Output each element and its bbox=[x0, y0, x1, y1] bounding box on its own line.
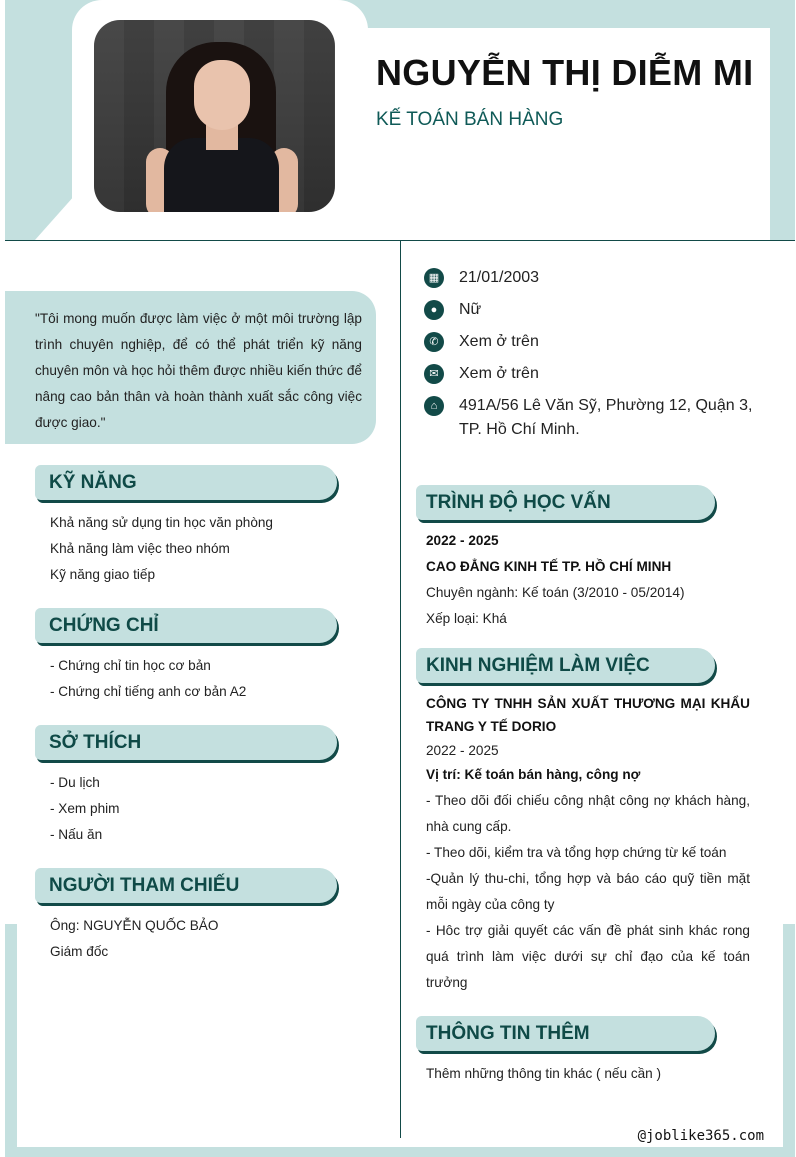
bottom-decor-strip bbox=[5, 1147, 795, 1157]
references-heading bbox=[35, 868, 337, 903]
job-title: KẾ TOÁN BÁN HÀNG bbox=[376, 109, 564, 130]
career-objective bbox=[5, 291, 376, 444]
additional-details bbox=[426, 1061, 750, 1087]
certificates-title: CHỨNG CHỈ bbox=[49, 615, 159, 636]
address-text: 491A/56 Lê Văn Sỹ, Phường 12, Quận 3, TP. Hồ Chí Minh. bbox=[459, 397, 753, 438]
experience-heading bbox=[416, 648, 715, 683]
list-item: Khả năng sử dụng tin học văn phòng bbox=[50, 515, 273, 530]
education-details bbox=[426, 528, 750, 632]
user-icon: ● bbox=[424, 300, 444, 320]
photo-frame-corner bbox=[35, 195, 75, 240]
list-item: Giám đốc bbox=[50, 944, 109, 959]
education-major: Chuyên ngành: Kế toán (3/2010 - 05/2014) bbox=[426, 585, 685, 600]
list-item: - Theo dõi, kiểm tra và tổng hợp chứng từ kế toán bbox=[426, 845, 727, 860]
references-list bbox=[50, 913, 218, 965]
education-school: CAO ĐẲNG KINH TẾ TP. HỒ CHÍ MINH bbox=[426, 559, 672, 574]
bottom-left-decor-strip bbox=[5, 924, 17, 1157]
education-heading bbox=[416, 485, 715, 520]
certificates-list bbox=[50, 653, 246, 705]
list-item: Khả năng làm việc theo nhóm bbox=[50, 541, 230, 556]
watermark: @joblike365.com bbox=[637, 1128, 764, 1144]
bottom-right-decor-strip bbox=[783, 924, 795, 1157]
calendar-icon: ▦ bbox=[424, 268, 444, 288]
list-item: - Xem phim bbox=[50, 801, 120, 816]
email-icon: ✉ bbox=[424, 364, 444, 384]
skills-title: KỸ NĂNG bbox=[49, 472, 137, 493]
email-text: Xem ở trên bbox=[459, 365, 539, 382]
hobbies-heading bbox=[35, 725, 337, 760]
references-title: NGƯỜI THAM CHIẾU bbox=[49, 875, 240, 896]
column-divider bbox=[400, 240, 401, 1138]
experience-period: 2022 - 2025 bbox=[426, 743, 499, 758]
home-icon: ⌂ bbox=[424, 396, 444, 416]
list-item: Ông: NGUYỄN QUỐC BẢO bbox=[50, 918, 219, 933]
phone-icon: ✆ bbox=[424, 332, 444, 352]
education-period: 2022 - 2025 bbox=[426, 533, 499, 548]
list-item: -Quản lý thu-chi, tổng hợp và báo cáo quỹ tiền mặt mỗi ngày của công ty bbox=[426, 871, 750, 912]
list-item: - Hôc trợ giải quyết các vấn đề phát sinh khác rong quá trình làm việc dưới sự chỉ đạo của kế toán trưởng bbox=[426, 923, 750, 990]
certificates-heading bbox=[35, 608, 337, 643]
education-grade: Xếp loại: Khá bbox=[426, 611, 507, 626]
additional-heading bbox=[416, 1016, 715, 1051]
list-item: - Chứng chỉ tiếng anh cơ bản A2 bbox=[50, 684, 247, 699]
gender-text: Nữ bbox=[459, 301, 482, 318]
additional-text: Thêm những thông tin khác ( nếu cần ) bbox=[426, 1066, 662, 1081]
hobbies-title: SỞ THÍCH bbox=[49, 732, 142, 753]
profile-photo bbox=[94, 20, 335, 212]
objective-text: "Tôi mong muốn được làm việc ở một môi trường lập trình chuyên nghiệp, để có thể phát triển kỹ năng chuyên môn và học hỏi thêm được nhiều kiến thức để nâng cao bản thân và hoàn thành xuất sắc công việc được giao." bbox=[35, 311, 362, 430]
additional-title: THÔNG TIN THÊM bbox=[426, 1023, 590, 1044]
candidate-name: NGUYỄN THỊ DIỄM MI bbox=[376, 52, 754, 93]
list-item: - Chứng chỉ tin học cơ bản bbox=[50, 658, 211, 673]
list-item: - Nấu ăn bbox=[50, 827, 103, 842]
skills-heading bbox=[35, 465, 337, 500]
list-item: - Theo dõi đối chiếu công nhật công nợ khách hàng, nhà cung cấp. bbox=[426, 793, 750, 834]
list-item: - Du lịch bbox=[50, 775, 100, 790]
education-title: TRÌNH ĐỘ HỌC VẤN bbox=[426, 492, 611, 513]
experience-title: KINH NGHIỆM LÀM VIỆC bbox=[426, 655, 650, 676]
hobbies-list bbox=[50, 770, 120, 848]
phone-text: Xem ở trên bbox=[459, 333, 539, 350]
experience-position: Vị trí: Kế toán bán hàng, công nợ bbox=[426, 767, 641, 782]
experience-details bbox=[426, 739, 750, 996]
list-item: Kỹ năng giao tiếp bbox=[50, 567, 156, 582]
skills-list bbox=[50, 510, 273, 588]
experience-company: CÔNG TY TNHH SẢN XUẤT THƯƠNG MẠI KHẨU TRANG Y TẾ DORIO bbox=[426, 696, 750, 734]
dob-text: 21/01/2003 bbox=[459, 269, 540, 286]
